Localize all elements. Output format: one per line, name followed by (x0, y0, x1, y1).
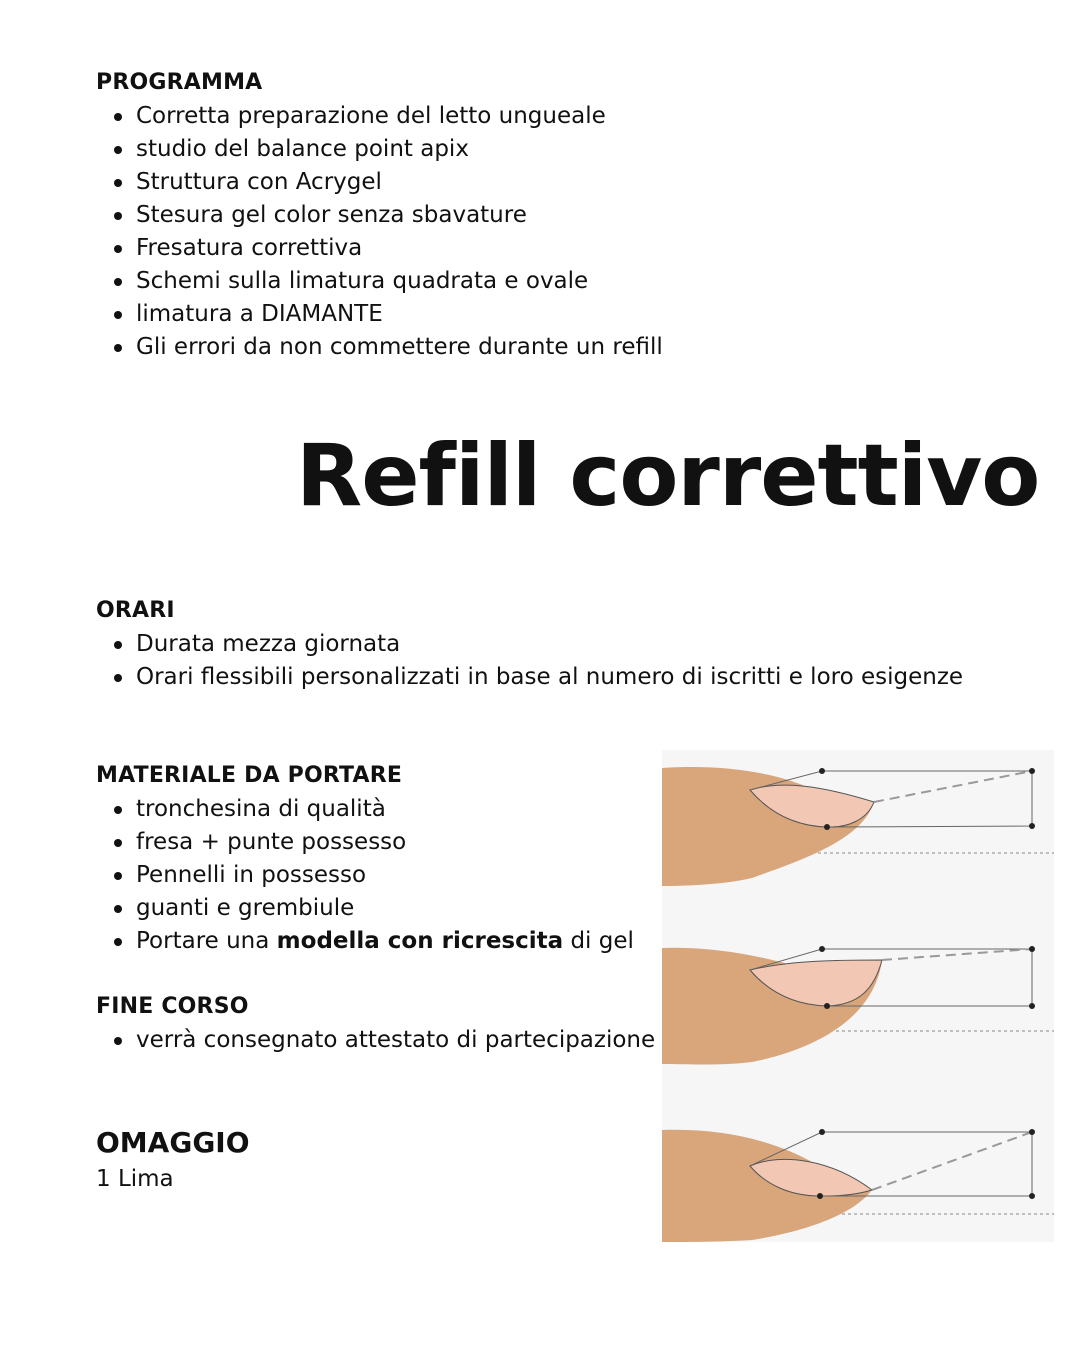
orari-list (96, 628, 963, 694)
list-item: Fresatura correttiva (136, 232, 663, 265)
programma-heading: PROGRAMMA (96, 70, 263, 95)
list-item: fresa + punte possesso (136, 826, 634, 859)
list-item: tronchesina di qualità (136, 793, 634, 826)
list-item: guanti e grembiule (136, 892, 634, 925)
list-item: Pennelli in possesso (136, 859, 634, 892)
nail-diagram (662, 750, 1054, 1242)
list-item: studio del balance point apix (136, 133, 663, 166)
omaggio-text: 1 Lima (96, 1166, 174, 1192)
materiale-list (96, 793, 634, 958)
list-item: Schemi sulla limatura quadrata e ovale (136, 265, 663, 298)
item-prefix: Portare una (136, 928, 277, 954)
page-title: Refill correttivo (296, 426, 1040, 526)
orari-heading: ORARI (96, 598, 175, 623)
omaggio-heading: OMAGGIO (96, 1126, 250, 1159)
item-suffix: di gel (563, 928, 634, 954)
list-item: Gli errori da non commettere durante un refill (136, 331, 663, 364)
list-item: limatura a DIAMANTE (136, 298, 663, 331)
list-item: Durata mezza giornata (136, 628, 963, 661)
list-item (136, 925, 634, 958)
item-bold: modella con ricrescita (276, 928, 564, 954)
list-item: Orari flessibili personalizzati in base al numero di iscritti e loro esigenze (136, 661, 963, 694)
list-item: Struttura con Acrygel (136, 166, 663, 199)
list-item: Stesura gel color senza sbavature (136, 199, 663, 232)
nail-shape-illustration (662, 750, 1054, 1242)
list-item: verrà consegnato attestato di partecipazione (136, 1024, 655, 1057)
fine-corso-list (96, 1024, 655, 1057)
programma-list (96, 100, 663, 364)
materiale-heading: MATERIALE DA PORTARE (96, 763, 403, 788)
fine-corso-heading: FINE CORSO (96, 994, 249, 1019)
list-item: Corretta preparazione del letto ungueale (136, 100, 663, 133)
